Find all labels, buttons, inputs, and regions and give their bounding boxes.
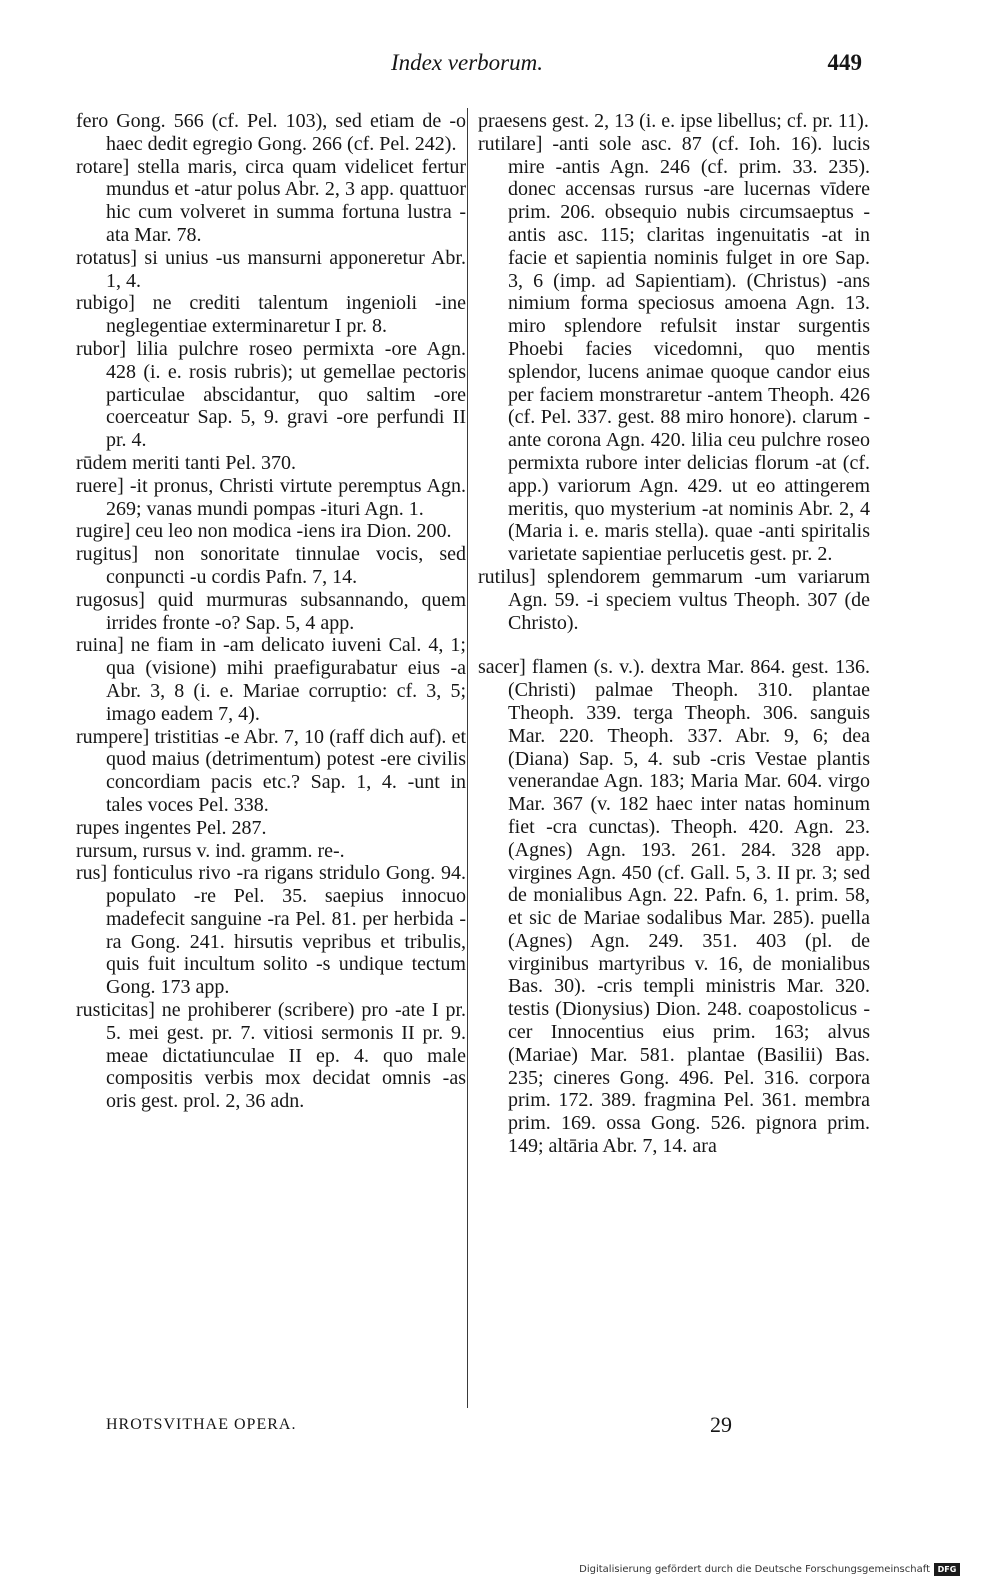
index-entry: rūdem meriti tanti Pel. 370. [76,451,296,474]
index-entry: sacer] flamen (s. v.). dextra Mar. 864. gest. 136. (Christi) palmae Theoph. 310. plantae Theoph. 339. terga Theoph. 306. sanguis Mar. 220. Theoph. 337. Abr. 9, 6; dea (Diana) Sap. 5, 4. sub -cris Vestae plantis venerandae Agn. 183; Maria Mar. 604. virgo Mar. 367 (v. 182 haec inter natas hominum fiet -cra cunctas). Theoph. 420. Agn. 23. (Agnes) Agn. 193. 261. 284. 328 app. virgines Agn. 450 (cf. Gall. 5, 3. II pr. 3; sed de monialibus Agn. 22. Pafn. 6, 1. prim. 58, et sic de Mariae sodalibus Mar. 285). puella (Agnes) Agn. 249. 351. 403 (pl. de virginibus martyribus v. 16, de monialibus Bas. 30). -cris templi ministris Mar. 320. testis (Dionysius) Dion. 248. coapostolicus -cer Innocentius eius prim. 163; alvus (Mariae) Mar. 581. plantae (Basilii) Bas. 235; cineres Gong. 496. Pel. 316. corpora prim. 172. 389. fragmina Pel. 361. membra prim. 169. ossa Gong. 526. pignora prim. 149; altāria Abr. 7, 14. ara [478,656,870,1158]
index-entry: rutilus] splendorem gemmarum -um variarum Agn. 59. -i speciem vultus Theoph. 307 (de Christo). [478,565,870,634]
dfg-logo-icon: DFG [934,1563,960,1576]
footer-title: HROTSVITHAE OPERA. [106,1416,297,1433]
index-entry: fero Gong. 566 (cf. Pel. 103), sed etiam de -o haec dedit egregio Gong. 266 (cf. Pel. 242). [76,110,466,155]
index-entry: ruina] ne fiam in -am delicato iuveni Cal. 4, 1; qua (visione) mihi praefigurabatur eius -a Abr. 3, 8 (i. e. Mariae corruptio: cf. 3, 5; imago eadem 7, 4). [76,634,466,725]
index-entry: rumpere] tristitias -e Abr. 7, 10 (raff dich auf). et quod maius (detrimentum) potest -ere civilis concordiam pacis etc.? Sap. 1, 4. -unt in tales voces Pel. 338. [76,725,466,816]
index-entry: rubor] lilia pulchre roseo permixta -ore Agn. 428 (i. e. rosis rubris); ut gemellae pectoris particulae abscidantur, quo saltim -ore coerceatur Sap. 5, 9. gravi -ore perfundi II pr. 4. [76,337,466,452]
signature-mark: 29 [710,1412,732,1437]
index-entry: rursum, rursus v. ind. gramm. re-. [76,839,345,862]
index-entry: rugosus] quid murmuras subsannando, quem irrides fronte -o? Sap. 5, 4 app. [76,588,466,634]
index-entry: rotatus] si unius -us mansurni apponeretur Abr. 1, 4. [76,246,466,292]
index-entry-continued: praesens gest. 2, 13 (i. e. ipse libellus; cf. pr. 11). [478,110,869,132]
right-column [478,110,870,1158]
index-entry: rusticitas] ne prohiberer (scribere) pro -ate I pr. 5. mei gest. pr. 7. vitiosi sermonis II pr. 9. meae dictatiunculae II ep. 4. quo male compositis verbis mox decidat omnis -as oris gest. prol. 2, 36 adn. [76,999,466,1113]
index-entry: rus] fonticulus rivo -ra rigans stridulo Gong. 94. populato -re Pel. 35. saepius innocuo madefecit sanguine -ra Pel. 81. per herbida -ra Gong. 241. hirsutis vepribus et tribulis, quis fuit incultum solito -s undique tectum Gong. 173 app. [76,862,466,999]
index-entry: rotare] stella maris, circa quam videlicet fertur mundus et -atur polus Abr. 2, 3 app. quattuor hic cum volveret in summa fortuna lustra -ata Mar. 78. [76,155,466,246]
index-entry: ruere] -it pronus, Christi virtute peremptus Agn. 269; vanas mundi pompas -ituri Agn. 1. [76,474,466,520]
index-entry: rutilare] -anti sole asc. 87 (cf. Ioh. 16). lucis mire -antis Agn. 246 (cf. prim. 33. 235). donec accensas rursus -are lucernas vīdere prim. 206. obsequio nubis circumsaeptus -antis asc. 115; claritas ingenuitatis -at in facie et sapientia nominis fulget in ore Sap. 3, 6 (imp. ad Sapientiam). (Christus) -ans nimium forma speciosus amoena Agn. 13. miro splendore refulsit instar surgentis Phoebi facies vicedomni, quo mentis splendor, lucens animae quoque candor eius per faciem monstraretur -antem Theoph. 426 (cf. Pel. 337. gest. 88 miro honore). clarum -ante corona Agn. 420. lilia ceu pulchre roseo permixta rubore inter delicias florum -at (cf. app.) variorum Agn. 429. ut eo attingerem meritis, quo mysterium -at nominis Abr. 2, 4 (Maria i. e. maris stella). quae -anti spiritalis varietate sapientiae perlucetis gest. pr. 2. [478,132,870,566]
running-head [72,50,862,84]
index-entry: rugitus] non sonoritate tinnulae vocis, sed conpuncti -u cordis Pafn. 7, 14. [76,543,466,588]
index-entry: rupes ingentes Pel. 287. [76,816,267,839]
column-divider [467,108,468,1408]
page-number: 449 [827,50,862,75]
credit-text: Digitalisierung gefördert durch die Deutsche Forschungsgemeinschaft [579,1564,930,1575]
index-entry: rugire] ceu leo non modica -iens ira Dion. 200. [76,520,452,543]
digitization-credit [579,1563,960,1576]
running-title: Index verborum. [390,50,543,75]
index-entry: rubigo] ne crediti talentum ingenioli -ine neglegentiae exterminaretur I pr. 8. [76,292,466,338]
left-column [76,110,466,1113]
